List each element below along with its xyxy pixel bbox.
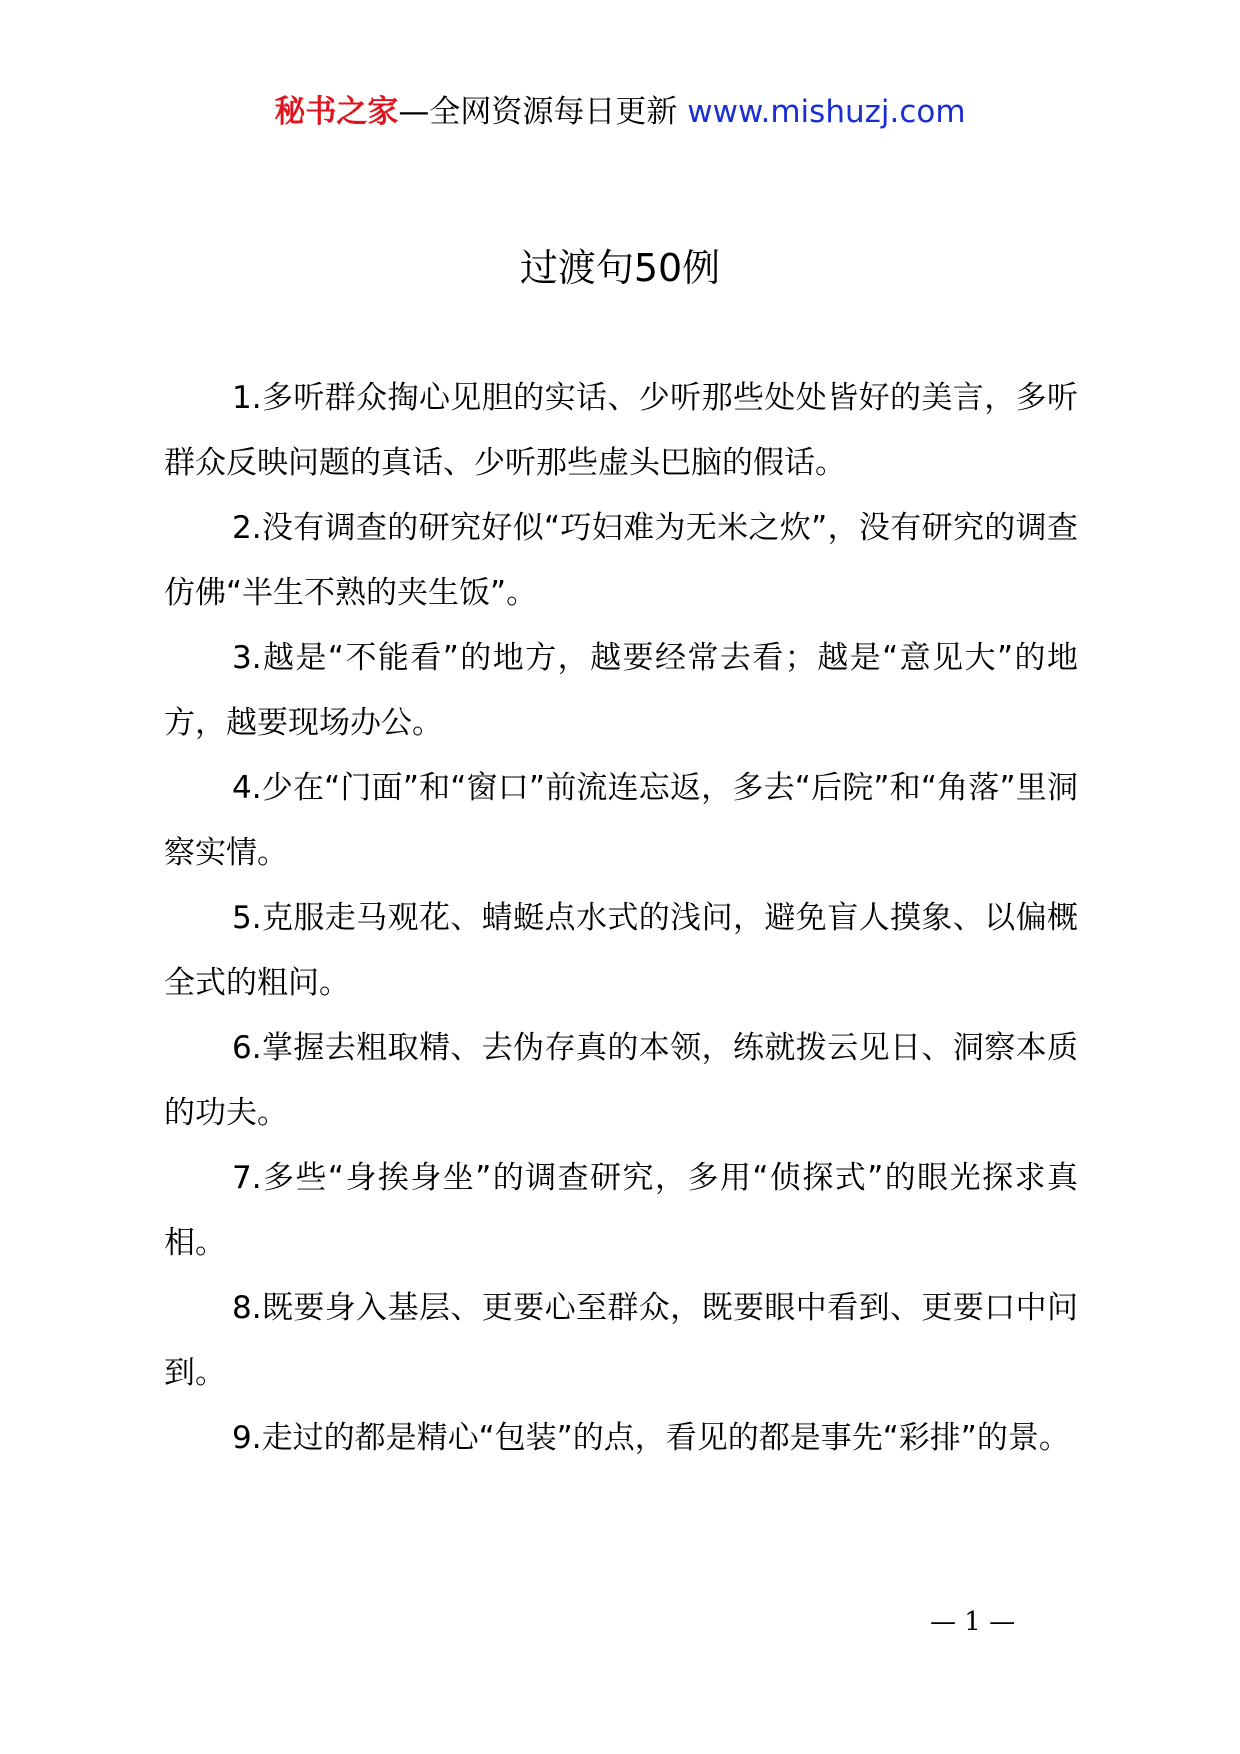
site-brand: 秘书之家 xyxy=(274,94,399,130)
page-number: — 1 — xyxy=(930,1607,1016,1637)
paragraph: 2.没有调查的研究好似“巧妇难为无米之炊”，没有研究的调查仿佛“半生不熟的夹生饭”。 xyxy=(164,510,1078,611)
document-body xyxy=(164,366,1078,1471)
paragraph: 9.走过的都是精心“包装”的点，看见的都是事先“彩排”的景。 xyxy=(232,1420,1070,1456)
paragraph: 4.少在“门面”和“窗口”前流连忘返，多去“后院”和“角落”里洞察实情。 xyxy=(164,770,1078,871)
site-header xyxy=(0,92,1240,132)
site-tagline: —全网资源每日更新 xyxy=(398,94,678,130)
paragraph: 6.掌握去粗取精、去伪存真的本领，练就拨云见日、洞察本质的功夫。 xyxy=(164,1030,1078,1131)
paragraph: 7.多些“身挨身坐”的调查研究，多用“侦探式”的眼光探求真相。 xyxy=(164,1160,1078,1261)
site-url-link[interactable]: www.mishuzj.com xyxy=(687,94,966,130)
paragraph: 8.既要身入基层、更要心至群众，既要眼中看到、更要口中问到。 xyxy=(164,1290,1078,1391)
paragraph: 5.克服走马观花、蜻蜓点水式的浅问，避免盲人摸象、以偏概全式的粗问。 xyxy=(164,900,1078,1001)
document-title: 过渡句50例 xyxy=(519,246,721,290)
paragraph: 3.越是“不能看”的地方，越要经常去看；越是“意见大”的地方，越要现场办公。 xyxy=(164,640,1078,741)
paragraph: 1.多听群众掏心见胆的实话、少听那些处处皆好的美言，多听群众反映问题的真话、少听那些虚头巴脑的假话。 xyxy=(164,380,1078,481)
